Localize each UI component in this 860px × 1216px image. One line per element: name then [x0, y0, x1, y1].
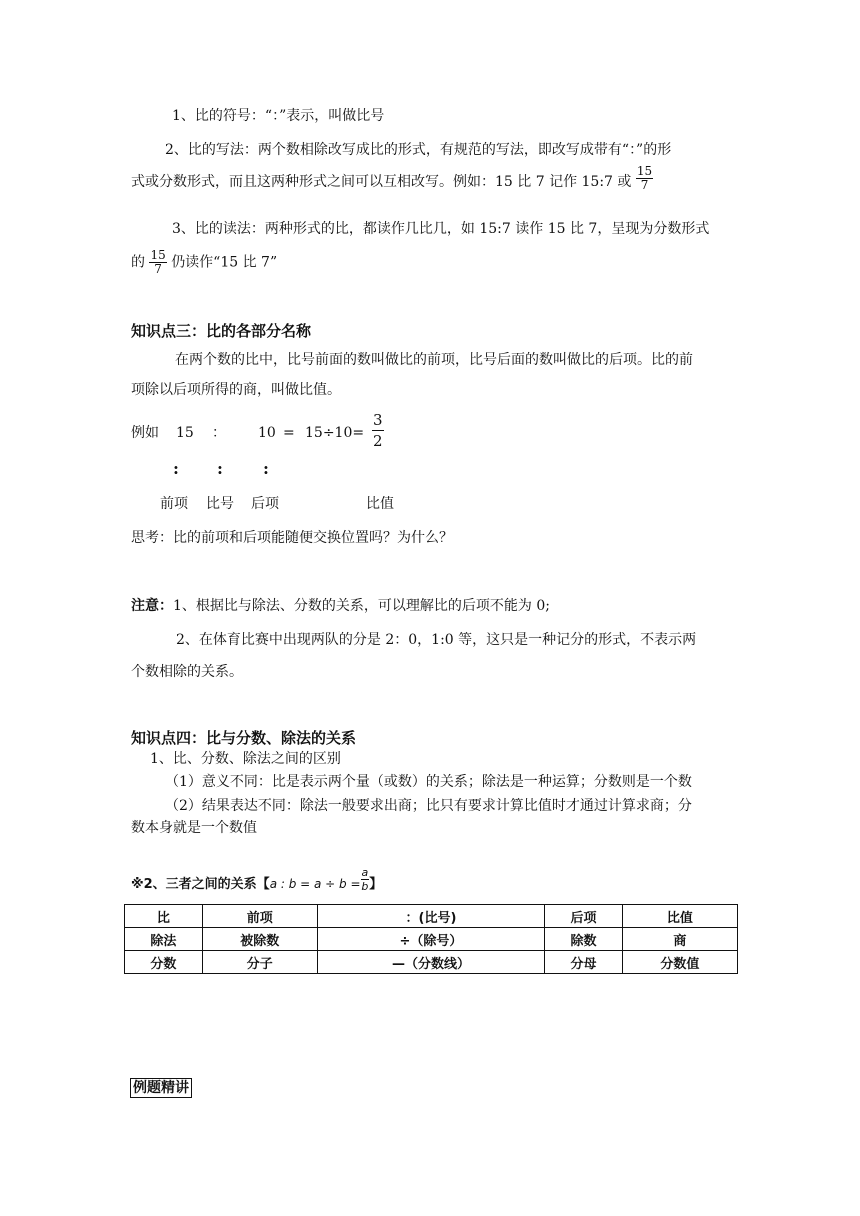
fraction-15-over-7: $\frac{15}{7}$: [636, 163, 653, 192]
relationship-formula: a : b = a ÷ b =: [269, 877, 361, 891]
name-colon: 比号: [206, 496, 234, 512]
relationship-heading: ※2、三者之间的关系【a : b = a ÷ b = $\frac{a}{b}$ 】: [131, 866, 383, 893]
rule-writing-line2: 式或分数形式，而且这两种形式之间可以互相改写。例如：15 比 7 记作 15:7 或 $\frac{15}{7}$: [131, 163, 653, 192]
difference-subheading: 1、比、分数、除法之间的区别: [150, 751, 341, 767]
table-cell: 前项: [202, 905, 317, 928]
example-equals: =: [283, 425, 295, 441]
example-back-term: 10: [258, 425, 276, 441]
formula-fraction: $\frac{a}{b}$: [361, 866, 369, 893]
pointer-dot-colon: :: [217, 459, 223, 478]
note-line3: 个数相除的关系。: [131, 664, 243, 680]
parts-paragraph-line1: 在两个数的比中，比号前面的数叫做比的前项，比号后面的数叫做比的后项。比的前: [175, 352, 693, 368]
name-back-term: 后项: [251, 496, 279, 512]
example-label: 例如: [131, 425, 159, 441]
table-cell: ：(比号): [317, 905, 544, 928]
rule-reading-line1: 3、比的读法：两种形式的比，都读作几比几，如 15:7 读作 15 比 7，呈现为分数形式: [172, 221, 710, 237]
note-line2: 2、在体育比赛中出现两队的分是 2：0，1:0 等，这只是一种记分的形式，不表示两: [176, 632, 697, 648]
rule-writing-line1: 2、比的写法：两个数相除改写成比的形式，有规范的写法，即改写成带有“：”的形: [165, 142, 672, 158]
section-heading-four: 知识点四：比与分数、除法的关系: [131, 729, 357, 747]
difference-meaning: （1）意义不同：比是表示两个量（或数）的关系；除法是一种运算；分数则是一个数: [165, 774, 692, 790]
relationship-table: [124, 904, 738, 974]
example-front-term: 15: [176, 425, 194, 441]
fraction-15-over-7: $\frac{15}{7}$: [150, 248, 166, 276]
example-ratio-value-fraction: $\frac{3}{2}$: [373, 411, 383, 450]
table-cell: 分数: [125, 951, 203, 974]
table-cell: 被除数: [202, 928, 317, 951]
examples-heading: 例题精讲: [130, 1077, 192, 1097]
pointer-dot-back: :: [263, 459, 269, 478]
name-ratio-value: 比值: [366, 496, 394, 512]
difference-result-line1: （2）结果表达不同：除法一般要求出商；比只有要求计算比值时才通过计算求商；分: [165, 798, 692, 814]
table-cell: 后项: [545, 905, 623, 928]
rule-symbol: 1、比的符号：“：”表示，叫做比号: [172, 108, 385, 124]
note-line1: 注意：1、根据比与除法、分数的关系，可以理解比的后项不能为 0;: [131, 598, 550, 614]
table-cell: 商: [622, 928, 737, 951]
table-cell: 比值: [622, 905, 737, 928]
think-question: 思考：比的前项和后项能随便交换位置吗？为什么？: [131, 530, 453, 546]
section-heading-three: 知识点三：比的各部分名称: [131, 322, 312, 340]
table-cell: ÷（除号）: [317, 928, 544, 951]
table-cell: 分母: [545, 951, 623, 974]
example-division: 15÷10=: [305, 425, 365, 441]
table-cell: 分数值: [622, 951, 737, 974]
table-cell: 除数: [545, 928, 623, 951]
example-colon: ：: [212, 425, 226, 441]
parts-paragraph-line2: 项除以后项所得的商，叫做比值。: [131, 382, 341, 398]
rule-reading-line2: 的 $\frac{15}{7}$ 仍读作“15 比 7”: [131, 248, 278, 276]
table-row: [125, 905, 738, 928]
pointer-dot-front: :: [173, 459, 179, 478]
table-cell: —（分数线）: [317, 951, 544, 974]
table-row: [125, 951, 738, 974]
name-front-term: 前项: [160, 496, 188, 512]
table-row: [125, 928, 738, 951]
table-cell: 比: [125, 905, 203, 928]
difference-result-line2: 数本身就是一个数值: [131, 820, 257, 836]
table-cell: 分子: [202, 951, 317, 974]
table-cell: 除法: [125, 928, 203, 951]
